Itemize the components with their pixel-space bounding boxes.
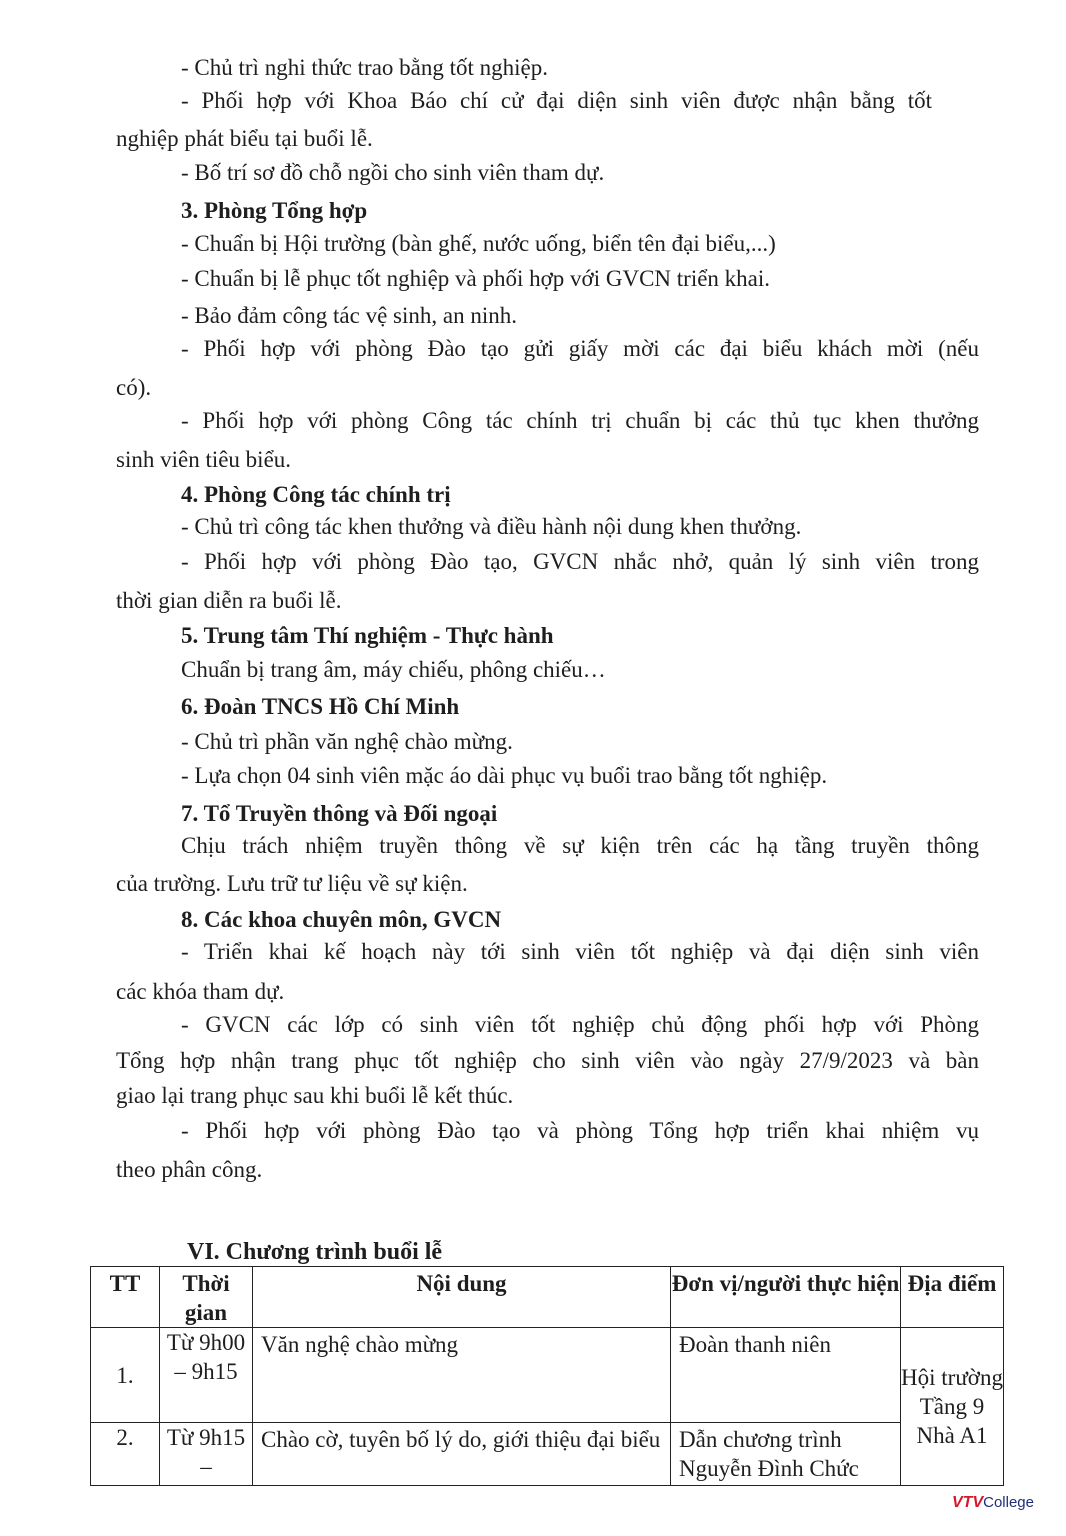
text-line: - Phối hợp với phòng Đào tạo và phòng Tổng hợp triển khai nhiệm vụ [181,1118,979,1143]
text-line: Chịu trách nhiệm truyền thông về sự kiện trên các hạ tầng truyền thông [181,833,979,858]
header-unit: Đơn vị/người thực hiện [671,1267,901,1328]
text-line: - Phối hợp với phòng Công tác chính trị chuẩn bị các thủ tục khen thưởng [181,408,979,433]
section-title: VI. Chương trình buổi lễ [187,1239,443,1265]
row-unit: Dẫn chương trình Nguyễn Đình Chức [671,1423,901,1486]
vtv-college-logo [952,1494,1034,1518]
text-line: Chuẩn bị trang âm, máy chiếu, phông chiếu… [181,657,606,682]
text-line: của trường. Lưu trữ tư liệu về sự kiện. [116,871,468,896]
row-number: 2. [91,1423,160,1486]
text-line: Tổng hợp nhận trang phục tốt nghiệp cho sinh viên vào ngày 27/9/2023 và bàn [116,1048,979,1073]
section-heading: 5. Trung tâm Thí nghiệm - Thực hành [181,623,554,648]
section-heading: 3. Phòng Tổng hợp [181,198,368,223]
row-content: Chào cờ, tuyên bố lý do, giới thiệu đại biểu [253,1423,671,1486]
text-line: - Chủ trì phần văn nghệ chào mừng. [181,729,513,754]
header-content: Nội dung [253,1267,671,1328]
table-row [91,1423,1004,1486]
text-line: có). [116,375,152,400]
header-time: Thời gian [160,1267,253,1328]
text-line: - Bảo đảm công tác vệ sinh, an ninh. [181,303,517,328]
header-location: Địa điểm [901,1267,1004,1328]
text-line: - Phối hợp với Khoa Báo chí cử đại diện sinh viên được nhận bằng tốt [181,88,932,113]
logo-vtv: VTV [952,1494,984,1511]
text-line: nghiệp phát biểu tại buổi lễ. [116,126,373,151]
text-line: - Chủ trì nghi thức trao bằng tốt nghiệp. [181,55,548,80]
text-line: thời gian diễn ra buổi lễ. [116,588,342,613]
text-line: sinh viên tiêu biểu. [116,447,292,472]
text-line: - Chuẩn bị lễ phục tốt nghiệp và phối hợp với GVCN triển khai. [181,266,771,291]
text-line: giao lại trang phục sau khi buổi lễ kết thúc. [116,1083,514,1108]
location-cell: Hội trường Tầng 9 Nhà A1 [901,1328,1004,1486]
text-line: - GVCN các lớp có sinh viên tốt nghiệp chủ động phối hợp với Phòng [181,1012,979,1037]
header-tt: TT [91,1267,160,1328]
text-line: - Bố trí sơ đồ chỗ ngồi cho sinh viên tham dự. [181,160,605,185]
table-row [91,1328,1004,1423]
row-time: Từ 9h15 – [160,1423,253,1486]
text-line: - Phối hợp với phòng Đào tạo, GVCN nhắc nhở, quản lý sinh viên trong [181,549,979,574]
program-table [90,1266,1004,1486]
row-time: Từ 9h00 – 9h15 [160,1328,253,1423]
text-line: các khóa tham dự. [116,979,285,1004]
table-header-row [91,1267,1004,1328]
logo-college: College [983,1494,1034,1511]
section-heading: 4. Phòng Công tác chính trị [181,482,451,507]
text-line: - Phối hợp với phòng Đào tạo gửi giấy mời các đại biểu khách mời (nếu [181,336,979,361]
row-number: 1. [91,1328,160,1423]
text-line: theo phân công. [116,1157,263,1182]
section-heading: 6. Đoàn TNCS Hồ Chí Minh [181,694,460,719]
section-heading: 7. Tổ Truyền thông và Đối ngoại [181,801,498,826]
text-line: - Chủ trì công tác khen thưởng và điều hành nội dung khen thưởng. [181,514,802,539]
row-content: Văn nghệ chào mừng [253,1328,671,1423]
text-line: - Chuẩn bị Hội trường (bàn ghế, nước uống, biển tên đại biểu,...) [181,231,776,256]
row-unit: Đoàn thanh niên [671,1328,901,1423]
text-line: - Triển khai kế hoạch này tới sinh viên tốt nghiệp và đại diện sinh viên [181,939,979,964]
text-line: - Lựa chọn 04 sinh viên mặc áo dài phục vụ buổi trao bằng tốt nghiệp. [181,763,828,788]
section-heading: 8. Các khoa chuyên môn, GVCN [181,907,502,932]
